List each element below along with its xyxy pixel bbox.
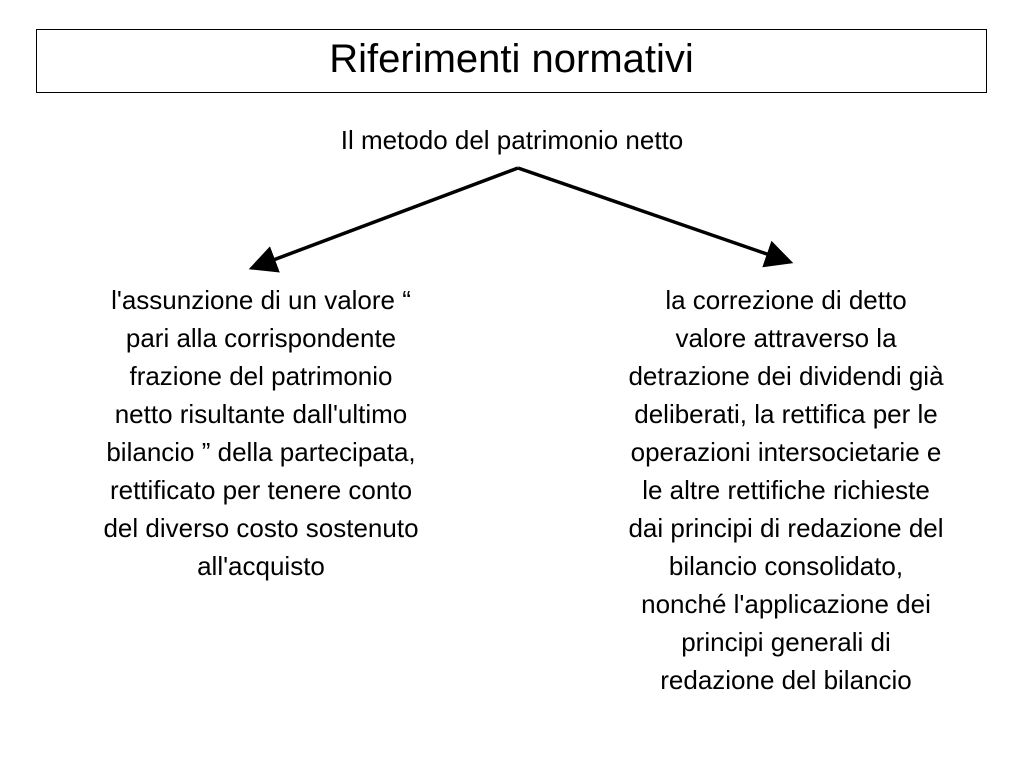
branch-right-line: principi generali di <box>681 627 891 657</box>
branch-left-line: l'assunzione di un valore “ <box>111 285 411 315</box>
branch-right-line: le altre rettifiche richieste <box>642 475 930 505</box>
branch-left-line: pari alla corrispondente <box>125 323 397 353</box>
branch-right-line: dai principi di redazione del <box>628 513 944 543</box>
arrow-left <box>252 168 518 268</box>
branch-right-line: la correzione di detto <box>665 285 907 315</box>
branch-right-line: valore attraverso la <box>675 323 897 353</box>
branch-right-line: bilancio consolidato, <box>668 551 904 581</box>
branch-right-line: nonché l'applicazione dei <box>641 589 931 619</box>
branch-left-line: all'acquisto <box>197 551 325 581</box>
diagram-root-label: Il metodo del patrimonio netto <box>340 125 684 155</box>
branch-right-line: detrazione dei dividendi già <box>628 361 944 391</box>
branch-right-text <box>562 281 1010 699</box>
branch-left-line: del diverso costo sostenuto <box>103 513 419 543</box>
branch-left-line: frazione del patrimonio <box>129 361 393 391</box>
branch-right-line: redazione del bilancio <box>660 665 912 695</box>
branch-left-line: netto risultante dall'ultimo <box>114 399 408 429</box>
branch-right-line: deliberati, la rettifica per le <box>634 399 938 429</box>
branch-left-text <box>40 281 482 585</box>
arrow-right <box>518 168 790 262</box>
slide-title: Riferimenti normativi <box>329 37 694 81</box>
branch-right-line: operazioni intersocietarie e <box>630 437 942 467</box>
branch-left-line: bilancio ” della partecipata, <box>106 437 416 467</box>
branch-left-line: rettificato per tenere conto <box>109 475 413 505</box>
